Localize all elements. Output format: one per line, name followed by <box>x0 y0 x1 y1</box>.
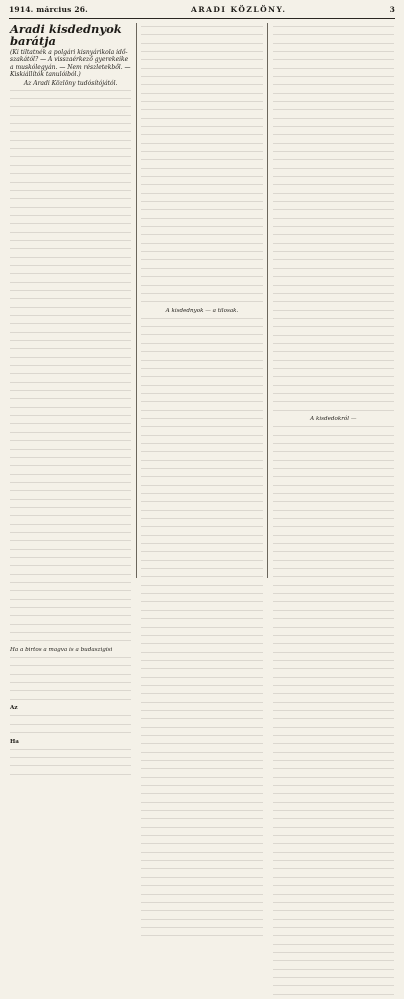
article-lede: (Ki tiltatnék a polgári kisnyárikola időszakától? — A visszaérkező gyerekeike a muskólegyán. — Nem részletekből. — Kiskiállítók tanulóiból.) <box>10 49 131 78</box>
unreadable-text-block <box>141 26 262 307</box>
text-fragment-1: Ha a birtos a magva is a budaszigisi <box>10 646 113 653</box>
unreadable-text-block <box>10 715 131 737</box>
article-headline: Aradi kisdednyok barátja <box>10 22 122 49</box>
text-fragment-5: A kisdedokról — <box>310 416 357 423</box>
column-2 <box>140 23 263 578</box>
column-1 <box>9 22 132 745</box>
text-fragment-4: A kisdednyok — a tilosak. <box>165 307 239 314</box>
columns <box>9 22 395 745</box>
unreadable-text-block <box>10 90 131 646</box>
unreadable-text-block <box>141 318 262 941</box>
masthead <box>9 5 395 19</box>
column-3 <box>272 23 395 578</box>
unreadable-text-block <box>10 749 131 780</box>
newspaper-title: ARADI KÖZLÖNY. <box>191 5 287 14</box>
page-number: 3 <box>389 5 395 14</box>
text-fragment-3: Ha <box>10 738 19 745</box>
unreadable-text-block <box>10 657 131 704</box>
unreadable-text-block <box>273 426 394 999</box>
text-fragment-2: Az <box>10 705 18 712</box>
article-subhead: Az Aradi Közlöny tudósítójától. <box>23 79 118 87</box>
unreadable-text-block <box>273 26 394 415</box>
issue-date: 1914. március 26. <box>9 5 88 14</box>
